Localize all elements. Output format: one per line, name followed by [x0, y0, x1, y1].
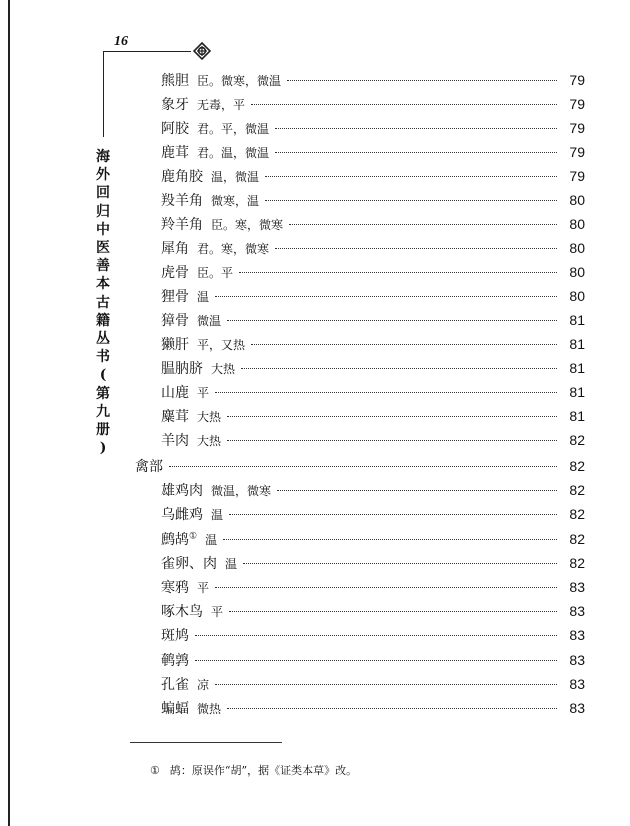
toc-entry-title: [161, 166, 259, 186]
toc-entry: [135, 456, 585, 478]
toc-page-number: 80: [569, 240, 585, 256]
toc-page-number: 83: [569, 603, 585, 619]
toc-entry-note: 温: [197, 290, 210, 304]
toc-entry-note: 微寒，温: [211, 194, 260, 208]
toc-entry-note: 凉: [197, 678, 210, 692]
footnote-rule: [130, 742, 282, 743]
dot-leader: [215, 587, 557, 588]
toc-entry-name: 腽肭脐: [161, 361, 203, 377]
toc-entry-title: [161, 358, 235, 378]
footnote-ref: ①: [189, 531, 198, 542]
toc-page-number: 82: [569, 531, 585, 547]
toc-entry-name: 山鹿: [161, 385, 189, 401]
toc-page-number: 81: [569, 408, 585, 424]
toc-entry-note: 君。平，微温: [197, 122, 270, 136]
toc-entry-title: [161, 601, 223, 621]
dot-leader: [289, 224, 557, 225]
toc-entry-name: 雀卵、肉: [161, 556, 217, 572]
toc-page-number: 80: [569, 264, 585, 280]
side-title-char: 善: [96, 258, 110, 275]
toc-entry-title: [161, 118, 269, 138]
toc-entry-name: 啄木鸟: [161, 604, 203, 620]
toc-page-number: 83: [569, 579, 585, 595]
toc-entry-title: [161, 529, 217, 549]
toc-page-number: 81: [569, 360, 585, 376]
toc-page-number: 82: [569, 432, 585, 448]
side-title-char: ): [99, 440, 107, 457]
toc-entry-name: 寒鸦: [161, 580, 189, 596]
toc-entry-note: 温: [211, 508, 224, 522]
toc-entry-name: 羊肉: [161, 433, 189, 449]
toc-entry-name: 鹿角胶: [161, 169, 203, 185]
toc-entry-title: [161, 406, 221, 426]
toc-entry-name: 雄鸡肉: [161, 483, 203, 499]
dot-leader: [241, 368, 557, 369]
toc-entry: [135, 358, 585, 380]
toc-entry: [135, 553, 585, 575]
dot-leader: [215, 684, 557, 685]
toc-page-number: 83: [569, 652, 585, 668]
toc-entry-note: 微温，微寒: [211, 484, 272, 498]
toc-entry-title: [161, 504, 223, 524]
toc-entry: [135, 430, 585, 452]
dot-leader: [215, 392, 557, 393]
toc-page-number: 81: [569, 336, 585, 352]
toc-entry: [135, 334, 585, 356]
toc-entry-title: [161, 650, 189, 670]
toc-entry-title: [161, 674, 209, 694]
toc-entry-name: 鹧鸪: [161, 532, 189, 548]
page-edge-rule: [8, 0, 10, 826]
toc-entry: [135, 310, 585, 332]
toc-entry-note: 臣。寒，微寒: [211, 218, 284, 232]
toc-entry: [135, 406, 585, 428]
toc-entry-note: 君。寒，微寒: [197, 242, 270, 256]
dot-leader: [229, 611, 557, 612]
side-title-char: 中: [96, 221, 110, 238]
toc-entry-note: 微温: [197, 314, 222, 328]
toc-entry-name: 阿胶: [161, 121, 189, 137]
toc-entry: [135, 94, 585, 116]
toc-page-number: 79: [569, 72, 585, 88]
toc-entry-name: 鹿茸: [161, 145, 189, 161]
dot-leader: [223, 539, 557, 540]
side-title-char: 册: [96, 422, 110, 439]
header-vertical-rule: [103, 51, 104, 137]
toc-entry-title: [161, 625, 189, 645]
toc-entry: [135, 166, 585, 188]
toc-page-number: 80: [569, 192, 585, 208]
toc-entry-note: 平: [197, 386, 210, 400]
toc-entry-name: 乌雌鸡: [161, 507, 203, 523]
toc-entry-name: 象牙: [161, 97, 189, 113]
toc-entry-title: [161, 577, 209, 597]
toc-entry-name: 羚羊角: [161, 217, 203, 233]
toc-entry-note: 温，微温: [211, 170, 260, 184]
toc-entry-title: [161, 70, 281, 90]
toc-entry-title: [161, 190, 259, 210]
dot-leader: [195, 660, 557, 661]
toc-entry: [135, 262, 585, 284]
toc-entry-name: 熊胆: [161, 73, 189, 89]
toc-entry-title: [135, 456, 163, 476]
toc-entry-title: [161, 698, 221, 718]
toc-entry-title: [161, 430, 221, 450]
toc-entry: [135, 674, 585, 696]
dot-leader: [227, 440, 557, 441]
toc-entry: [135, 480, 585, 502]
toc-entry: [135, 529, 585, 551]
dot-leader: [227, 320, 557, 321]
dot-leader: [275, 248, 557, 249]
toc-entry-note: 无毒，平: [197, 98, 246, 112]
toc-entry-note: 温: [225, 557, 238, 571]
toc-page-number: 83: [569, 627, 585, 643]
toc-entry: [135, 650, 585, 672]
toc-entry-note: 温: [205, 533, 218, 547]
toc-page-number: 81: [569, 384, 585, 400]
toc-page-number: 79: [569, 144, 585, 160]
toc-entry: [135, 625, 585, 647]
toc-entry-note: 微热: [197, 702, 222, 716]
toc-entry-title: [161, 553, 237, 573]
side-title-char: 医: [96, 240, 110, 257]
dot-leader: [275, 128, 557, 129]
toc-entry: [135, 382, 585, 404]
toc-page-number: 83: [569, 700, 585, 716]
dot-leader: [227, 416, 557, 417]
toc-entry-name: 狸骨: [161, 289, 189, 305]
toc-entry: [135, 698, 585, 720]
toc-page-number: 83: [569, 676, 585, 692]
toc-entry-title: [161, 142, 269, 162]
toc-entry: [135, 214, 585, 236]
toc-page-number: 82: [569, 555, 585, 571]
side-title-char: 九: [96, 403, 110, 420]
toc-page-number: 79: [569, 120, 585, 136]
side-title-char: 回: [96, 185, 110, 202]
toc-entry-note: 臣。平: [197, 266, 234, 280]
diamond-ornament-icon: [193, 42, 211, 60]
dot-leader: [251, 344, 557, 345]
dot-leader: [229, 514, 557, 515]
toc-entry-title: [161, 214, 283, 234]
dot-leader: [239, 272, 557, 273]
toc-entry-note: 平: [197, 581, 210, 595]
toc-entry-note: 臣。微寒，微温: [197, 74, 282, 88]
toc-entry: [135, 118, 585, 140]
toc-entry-name: 麋茸: [161, 409, 189, 425]
toc-entry-title: [161, 480, 271, 500]
side-title-char: 籍: [96, 312, 110, 329]
toc-entry: [135, 601, 585, 623]
toc-page-number: 81: [569, 312, 585, 328]
toc-entry-note: 大热: [197, 410, 222, 424]
dot-leader: [277, 490, 557, 491]
toc-entry-title: [161, 238, 269, 258]
toc-entry-title: [161, 310, 221, 330]
toc-entry-name: 孔雀: [161, 677, 189, 693]
toc-page-number: 80: [569, 288, 585, 304]
series-title-vertical: [93, 148, 113, 457]
toc-entry-name: 虎骨: [161, 265, 189, 281]
footnote-mark: ①: [150, 764, 160, 777]
side-title-char: 外: [96, 167, 110, 184]
toc-entry-note: 平: [211, 605, 224, 619]
toc-entry-title: [161, 262, 233, 282]
toc-entry-name: 蝙蝠: [161, 701, 189, 717]
side-title-char: 丛: [96, 331, 110, 348]
page-number: 16: [114, 34, 128, 49]
toc-page-number: 80: [569, 216, 585, 232]
toc-entry-title: [161, 94, 245, 114]
toc-entry: [135, 286, 585, 308]
toc-entry-name: 羖羊角: [161, 193, 203, 209]
toc-entry-title: [161, 334, 245, 354]
toc-entry: [135, 70, 585, 92]
toc-entry-note: 君。温，微温: [197, 146, 270, 160]
toc-entry: [135, 190, 585, 212]
toc-entry-name: 禽部: [135, 459, 163, 475]
toc-entry: [135, 238, 585, 260]
toc-entry-title: [161, 286, 209, 306]
toc-entry-note: 平，又热: [197, 338, 246, 352]
toc-page-number: 79: [569, 168, 585, 184]
dot-leader: [251, 104, 557, 105]
side-title-char: 第: [96, 385, 110, 402]
toc-entry: [135, 577, 585, 599]
side-title-char: 书: [96, 349, 110, 366]
toc-entry-note: 大热: [211, 362, 236, 376]
toc-page-number: 79: [569, 96, 585, 112]
toc-entry: [135, 142, 585, 164]
side-title-char: (: [99, 367, 107, 384]
toc-entry-title: [161, 382, 209, 402]
toc-page-number: 82: [569, 458, 585, 474]
toc-entry-name: 獭肝: [161, 337, 189, 353]
toc-entry-name: 獐骨: [161, 313, 189, 329]
header-horizontal-rule: [103, 51, 191, 52]
toc-entry-name: 鹌鹑: [161, 653, 189, 669]
side-title-char: 归: [96, 203, 110, 220]
dot-leader: [169, 466, 557, 467]
toc-entry: [135, 504, 585, 526]
toc-entry-name: 斑鸠: [161, 628, 189, 644]
dot-leader: [195, 635, 557, 636]
side-title-char: 海: [96, 149, 110, 165]
toc-entry-name: 犀角: [161, 241, 189, 257]
dot-leader: [265, 200, 557, 201]
footnote: [150, 762, 357, 778]
dot-leader: [287, 80, 557, 81]
dot-leader: [265, 176, 557, 177]
dot-leader: [215, 296, 557, 297]
side-title-char: 古: [96, 294, 110, 311]
toc-page-number: 82: [569, 506, 585, 522]
dot-leader: [275, 152, 557, 153]
dot-leader: [243, 563, 557, 564]
footnote-text: 鸪：原误作“胡”，据《证类本草》改。: [169, 764, 358, 777]
toc-page-number: 82: [569, 482, 585, 498]
dot-leader: [227, 708, 557, 709]
toc-entry-note: 大热: [197, 434, 222, 448]
side-title-char: 本: [96, 276, 110, 293]
